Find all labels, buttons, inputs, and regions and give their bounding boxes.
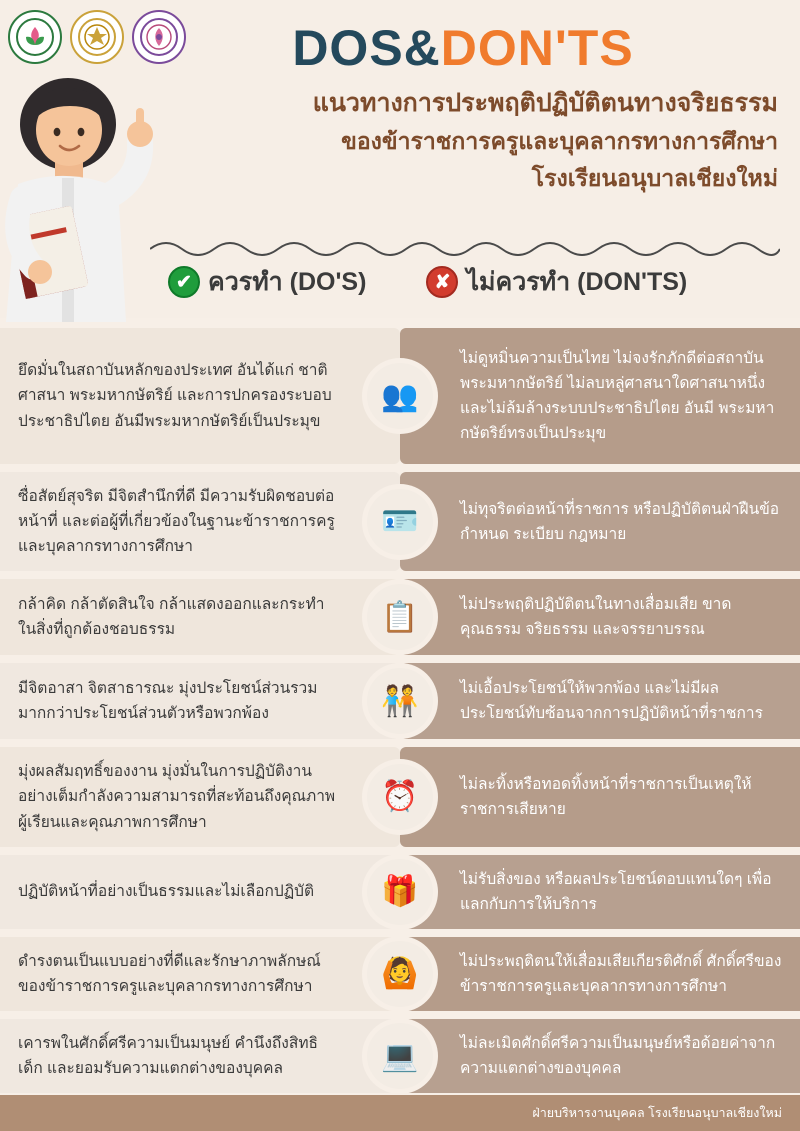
- laptop-respect-icon: 💻: [367, 1023, 433, 1089]
- dont-cell: ไม่ดูหมิ่นความเป็นไทย ไม่จงรักภักดีต่อสถาบันพระมหากษัตริย์ ไม่ลบหลู่ศาสนาใดศาสนาหนึ่งและไม่ล้มล้างระบบประชาธิปไตย อันมี พระมหากษัตริย์ทรงเป็นประมุข: [400, 328, 800, 464]
- footer-credit: ฝ่ายบริหารงานบุคคล โรงเรียนอนุบาลเชียงใหม่: [532, 1106, 782, 1120]
- title-block: [158, 22, 778, 195]
- teacher-role-model-icon: 🙆: [367, 941, 433, 1007]
- do-cell: มุ่งผลสัมฤทธิ์ของงาน มุ่งมั่นในการปฏิบัติงานอย่างเต็มกำลังความสามารถที่สะท้อนถึงคุณภาพผู้เรียนและคุณภาพการศึกษา: [0, 747, 400, 846]
- wavy-divider: [150, 237, 780, 259]
- guidelines-table: [0, 328, 800, 1101]
- clipboard-checklist-icon: 📋: [367, 584, 433, 650]
- school-logo: [132, 10, 186, 64]
- dont-cell: ไม่เอื้อประโยชน์ให้พวกพ้อง และไม่มีผลประโยชน์ทับซ้อนจากการปฏิบัติหน้าที่ราชการ: [400, 663, 800, 739]
- table-row: [0, 328, 800, 464]
- do-cell: ดำรงตนเป็นแบบอย่างที่ดีและรักษาภาพลักษณ์ของข้าราชการครูและบุคลากรทางการศึกษา: [0, 937, 400, 1011]
- volunteer-team-icon: 🧑‍🤝‍🧑: [367, 668, 433, 734]
- cross-icon: ✘: [426, 266, 458, 298]
- dont-cell: ไม่รับสิ่งของ หรือผลประโยชน์ตอบแทนใดๆ เพื่อแลกกับการให้บริการ: [400, 855, 800, 929]
- subtitle-line-1: แนวทางการประพฤติปฏิบัติตนทางจริยธรรม: [312, 88, 778, 117]
- subtitle-block: [158, 85, 778, 196]
- do-cell: ซื่อสัตย์สุจริต มีจิตสำนึกที่ดี มีความรับผิดชอบต่อหน้าที่ และต่อผู้ที่เกี่ยวข้องในฐานะข้าราชการครูและบุคลากรทางการศึกษา: [0, 472, 400, 571]
- page-title: [158, 22, 778, 75]
- column-header-dont: [426, 262, 687, 302]
- table-row: [0, 937, 800, 1011]
- do-cell: เคารพในศักดิ์ศรีความเป็นมนุษย์ คำนึงถึงสิทธิเด็ก และยอมรับความแตกต่างของบุคคล: [0, 1019, 400, 1093]
- gift-bribe-icon: 🎁: [367, 859, 433, 925]
- table-row: [0, 855, 800, 929]
- column-header-do-label: ควรทำ (DO'S): [208, 268, 367, 296]
- title-ampersand: &: [403, 20, 441, 76]
- title-dos: DOS: [292, 20, 404, 76]
- dont-cell: ไม่ละเมิดศักดิ์ศรีความเป็นมนุษย์หรือด้อยค่าจากความแตกต่างของบุคคล: [400, 1019, 800, 1093]
- ministry-education-logo: [70, 10, 124, 64]
- subtitle-line-3: โรงเรียนอนุบาลเชียงใหม่: [531, 164, 778, 191]
- do-cell: ปฏิบัติหน้าที่อย่างเป็นธรรมและไม่เลือกปฏิบัติ: [0, 855, 400, 929]
- column-header-dont-label: ไม่ควรทำ (DON'TS): [466, 268, 688, 296]
- dont-cell: ไม่ประพฤติปฏิบัติตนในทางเสื่อมเสีย ขาดคุณธรรม จริยธรรม และจรรยาบรรณ: [400, 579, 800, 655]
- column-header-do: [168, 262, 366, 302]
- do-cell: กล้าคิด กล้าตัดสินใจ กล้าแสดงออกและกระทำในสิ่งที่ถูกต้องชอบธรรม: [0, 579, 400, 655]
- dont-cell: ไม่ละทิ้งหรือทอดทิ้งหน้าที่ราชการเป็นเหตุให้ราชการเสียหาย: [400, 747, 800, 846]
- id-card-icon: 🪪: [367, 489, 433, 555]
- teacher-illustration: [0, 72, 175, 322]
- do-cell: มีจิตอาสา จิตสาธารณะ มุ่งประโยชน์ส่วนรวมมากกว่าประโยชน์ส่วนตัวหรือพวกพ้อง: [0, 663, 400, 739]
- lotus-emblem-logo: [8, 10, 62, 64]
- table-row: [0, 663, 800, 739]
- people-group-icon: 👥: [367, 363, 433, 429]
- alarm-clock-icon: ⏰: [367, 764, 433, 830]
- subtitle-line-2: ของข้าราชการครูและบุคลากรทางการศึกษา: [341, 128, 778, 154]
- table-row: [0, 1019, 800, 1093]
- logo-group: [8, 10, 186, 64]
- header: [0, 0, 800, 318]
- dont-cell: ไม่ทุจริตต่อหน้าที่ราชการ หรือปฏิบัติตนฝ่าฝืนข้อกำหนด ระเบียบ กฎหมาย: [400, 472, 800, 571]
- table-row: [0, 472, 800, 571]
- table-row: [0, 579, 800, 655]
- dont-cell: ไม่ประพฤติตนให้เสื่อมเสียเกียรติศักดิ์ ศักดิ์ศรีของข้าราชการครูและบุคลากรทางการศึกษา: [400, 937, 800, 1011]
- table-row: [0, 747, 800, 846]
- check-icon: ✔: [168, 266, 200, 298]
- do-cell: ยึดมั่นในสถาบันหลักของประเทศ อันได้แก่ ชาติ ศาสนา พระมหากษัตริย์ และการปกครองระบอบประชาธิปไตย อันมีพระมหากษัตริย์เป็นประมุข: [0, 328, 400, 464]
- title-donts: DON'TS: [440, 20, 634, 76]
- footer: [0, 1095, 800, 1131]
